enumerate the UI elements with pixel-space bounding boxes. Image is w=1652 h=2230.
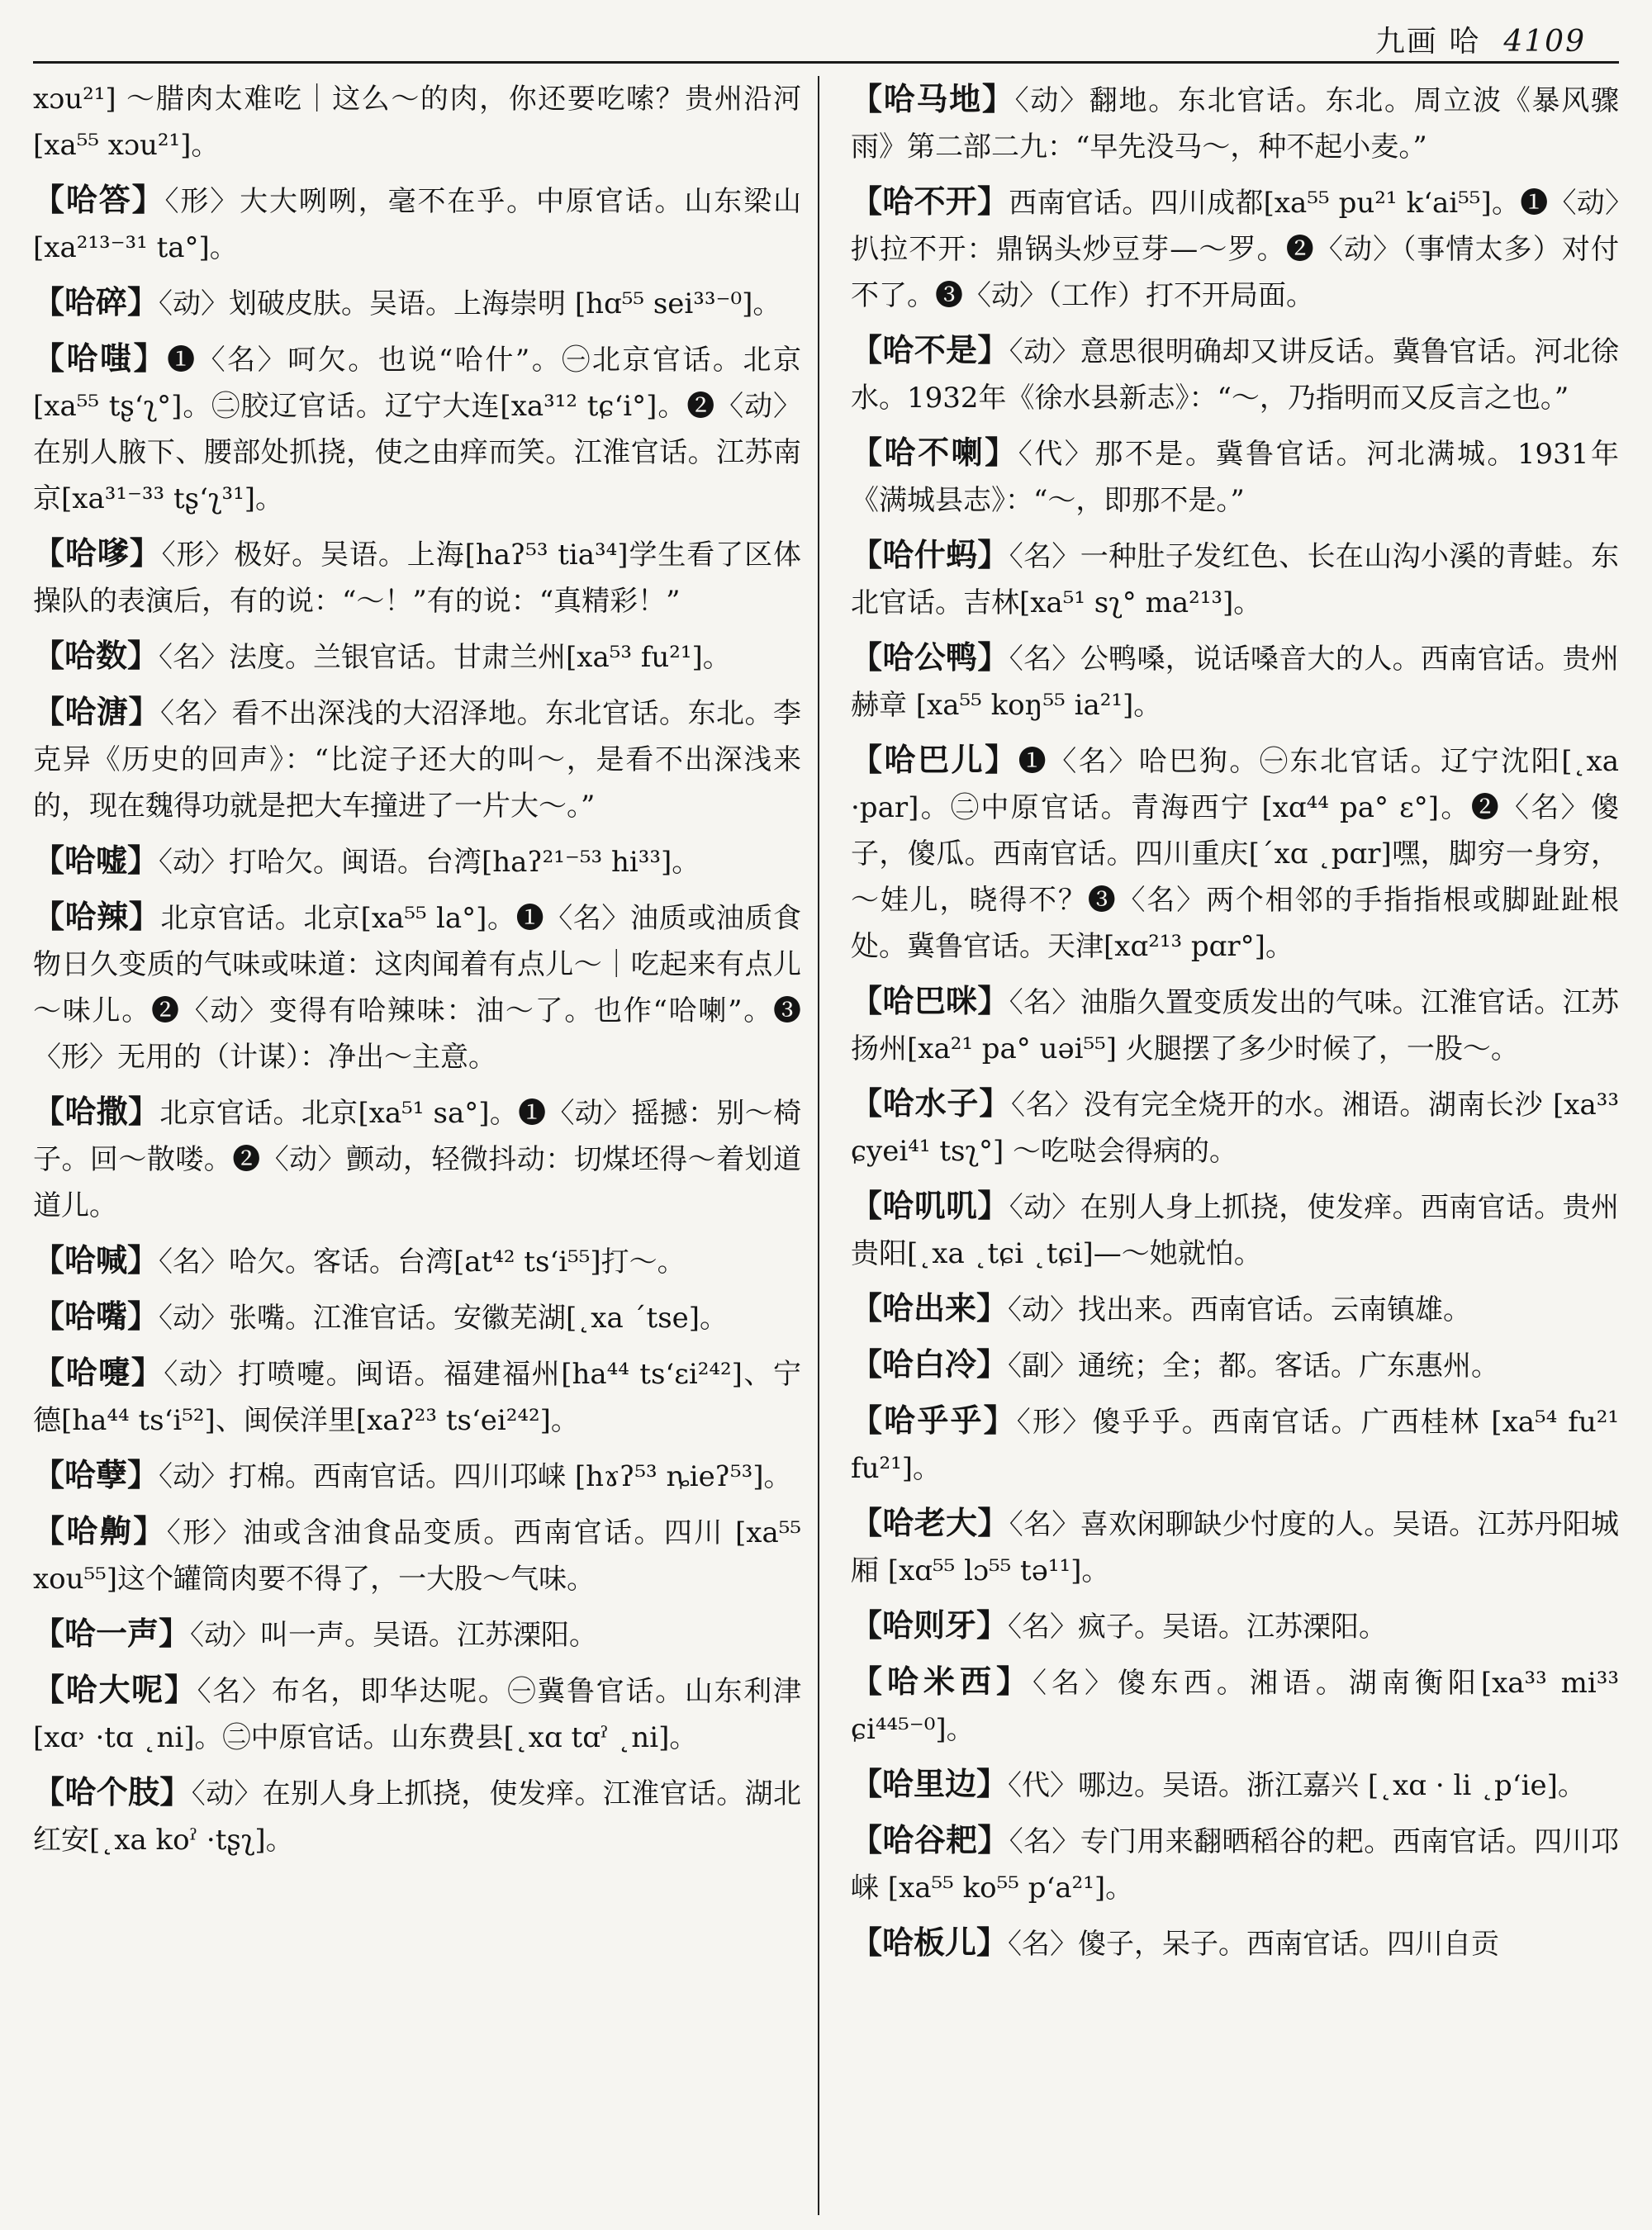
entry <box>33 1293 801 1341</box>
entry-headword: 【哈溏】 <box>33 694 160 730</box>
entry-body: 〈动〉打喷嚏。闽语。福建福州[ha⁴⁴ tsʻɛi²⁴²]、宁德[ha⁴⁴ tsʻi⁵²]、闽侯洋里[xaʔ²³ tsʻei²⁴²]。 <box>33 1358 801 1437</box>
entry-body: 〈动〉找出来。西南官话。云南镇雄。 <box>1008 1293 1472 1326</box>
entry-headword: 【哈喊】 <box>33 1242 159 1279</box>
entry <box>33 1667 801 1761</box>
entry-body: ❶〈名〉呵欠。也说“哈什”。㊀北京官话。北京[xa⁵⁵ tʂʻʅ°]。㊁胶辽官话。辽宁大连[xa³¹² tɕʻi°]。❷〈动〉在别人腋下、腰部处抓挠，使之由痒而笑。江淮官话。江苏南京[xa³¹⁻³³ tʂʻʅ³¹]。 <box>33 344 801 515</box>
entry <box>851 1658 1619 1753</box>
entry-headword: 【哈米西】 <box>851 1663 1032 1700</box>
page-header <box>33 12 1619 64</box>
entry-headword: 【哈碎】 <box>33 284 159 320</box>
entry <box>851 1341 1619 1389</box>
entry-headword: 【哈孽】 <box>33 1457 159 1493</box>
entry-body: 〈名〉专门用来翻晒稻谷的耙。西南官话。四川邛崃 [xa⁵⁵ ko⁵⁵ pʻa²¹]。 <box>851 1825 1619 1905</box>
entry-body: 〈名〉油脂久置变质发出的气味。江淮官话。江苏扬州[xa²¹ pa° uəi⁵⁵] 火腿摆了多少时候了，一股～。 <box>851 986 1619 1065</box>
left-column <box>33 76 801 2215</box>
entry <box>851 178 1619 319</box>
entry <box>851 737 1619 970</box>
entry-body: 〈名〉看不出深浅的大沼泽地。东北官话。东北。李克异《历史的回声》：“比淀子还大的叫～，是看不出深浅来的，现在魏得功就是把大车撞进了一片大～。” <box>33 697 801 823</box>
entry <box>851 1919 1619 1967</box>
entry <box>33 1611 801 1658</box>
entry-body: 〈动〉划破皮肤。吴语。上海崇明 [hɑ⁵⁵ sei³³⁻⁰]。 <box>159 287 781 320</box>
entry-body: 北京官话。北京[xa⁵⁵ la°]。❶〈名〉油质或油质食物日久变质的气味或味道：这肉闻着有点儿～｜吃起来有点儿～味儿。❷〈动〉变得有哈辣味：油～了。也作“哈喇”。❸〈形〉无用的（计谋）：净出～主意。 <box>33 902 801 1074</box>
entry <box>851 1285 1619 1333</box>
entry <box>851 327 1619 421</box>
entry-headword: 【哈谷耙】 <box>851 1822 1009 1858</box>
entry <box>33 279 801 327</box>
entry <box>33 689 801 829</box>
entry-headword: 【哈大呢】 <box>33 1672 197 1708</box>
entry-headword: 【哈巴儿】 <box>851 742 1018 778</box>
entry-body: 〈名〉布名，即华达呢。㊀冀鲁官话。山东利津[xɑ˒ ·tɑ ˛ni]。㊁中原官话。山东费县[˛xɑ tɑˀ ˛ni]。 <box>33 1675 801 1754</box>
entry-headword: 【哈不喇】 <box>851 434 1018 471</box>
entry-headword: 【哈嘴】 <box>33 1298 159 1335</box>
entry <box>851 978 1619 1072</box>
entry-headword: 【哈公鸭】 <box>851 639 1009 676</box>
entry <box>33 1452 801 1500</box>
entry-headword: 【哈数】 <box>33 638 159 674</box>
entry-headword: 【哈老大】 <box>851 1505 1009 1541</box>
right-column <box>851 76 1619 2215</box>
entry <box>33 1237 801 1285</box>
entry <box>33 633 801 681</box>
entry-headword: 【哈不是】 <box>851 332 1009 368</box>
entry-body: 〈代〉哪边。吴语。浙江嘉兴 [˛xɑ · li ˛pʻie]。 <box>1008 1769 1586 1802</box>
entry-body: 〈动〉翻地。东北官话。东北。周立波《暴风骤雨》第二部二九：“早先没马～，种不起小麦。” <box>851 84 1619 164</box>
entry-headword: 【哈齁】 <box>33 1513 167 1549</box>
entry-headword: 【哈马地】 <box>851 81 1015 117</box>
entry-headword: 【哈一声】 <box>33 1616 191 1652</box>
entry-continuation <box>33 76 801 168</box>
entry-body: 〈形〉极好。吴语。上海[haʔ⁵³ tia³⁴]学生看了区体操队的表演后，有的说：“～！”有的说：“真精彩！” <box>33 539 801 618</box>
entry-headword: 【哈板儿】 <box>851 1924 1009 1961</box>
entry <box>33 1769 801 1863</box>
entry <box>33 1089 801 1229</box>
entry <box>33 335 801 522</box>
entry <box>851 1500 1619 1594</box>
entry <box>33 894 801 1080</box>
entry-headword: 【哈撒】 <box>33 1094 160 1130</box>
entry-body: 〈代〉那不是。冀鲁官话。河北满城。1931年《满城县志》：“～，即那不是。” <box>851 438 1619 517</box>
entry <box>851 1397 1619 1492</box>
section-title: 九画 哈 <box>1374 25 1481 59</box>
entry-headword: 【哈什蚂】 <box>851 537 1009 573</box>
entry-body: 〈名〉没有完全烧开的水。湘语。湖南长沙 [xa³³ ɕyei⁴¹ tsʅ°] ～吃哒会得病的。 <box>851 1089 1619 1168</box>
entry-body: 〈名〉傻东西。湘语。湖南衡阳[xa³³ mi³³ ɕi⁴⁴⁵⁻⁰]。 <box>851 1667 1619 1746</box>
entry-body: 〈形〉傻乎乎。西南官话。广西桂林 [xa⁵⁴ fu²¹ fu²¹]。 <box>851 1406 1619 1485</box>
entry-body: 〈形〉大大咧咧，毫不在乎。中原官话。山东梁山 [xa²¹³⁻³¹ ta°]。 <box>33 185 801 264</box>
entry-body: 〈名〉法度。兰银官话。甘肃兰州[xa⁵³ fu²¹]。 <box>159 641 731 674</box>
entry-headword: 【哈个肢】 <box>33 1774 192 1810</box>
entry-headword: 【哈嚏】 <box>33 1355 164 1391</box>
entry-headword: 【哈则牙】 <box>851 1607 1009 1644</box>
entry-body: 〈名〉公鸭嗓，说话嗓音大的人。西南官话。贵州赫章 [xa⁵⁵ koŋ⁵⁵ ia²¹]。 <box>851 643 1619 722</box>
entry-body: 〈名〉疯子。吴语。江苏溧阳。 <box>1008 1611 1388 1644</box>
entry-headword: 【哈不开】 <box>851 183 1009 220</box>
entry-body: 〈动〉在别人身上抓挠，使发痒。西南官话。贵州贵阳[˛xa ˛tɕi ˛tɕi]—～她就怕。 <box>851 1191 1619 1270</box>
entry-body: 〈动〉张嘴。江淮官话。安徽芜湖[˛xa ˊtse]。 <box>159 1302 729 1335</box>
entry-body: 〈动〉意思很明确却又讲反话。冀鲁官话。河北徐水。1932年《徐水县新志》：“～，乃指明而又反言之也。” <box>851 335 1619 415</box>
entry <box>851 76 1619 170</box>
entry <box>851 429 1619 524</box>
entry <box>33 1350 801 1444</box>
entry <box>33 177 801 271</box>
entry-headword: 【哈乎乎】 <box>851 1402 1017 1439</box>
entry-headword: 【哈叽叽】 <box>851 1188 1009 1224</box>
entry-body: xɔu²¹] ～腊肉太难吃｜这么～的肉，你还要吃嗦？贵州沿河 [xa⁵⁵ xɔu²¹]。 <box>33 83 801 162</box>
entry-body: ❶〈名〉哈巴狗。㊀东北官话。辽宁沈阳[˛xa ·par]。㊁中原官话。青海西宁 [xɑ⁴⁴ pa° ɛ°]。❷〈名〉傻子，傻瓜。西南官话。四川重庆[ˊxɑ ˛pɑr]嘿，脚穷一身穷，～娃儿，晓得不？❸〈名〉两个相邻的手指指根或脚趾趾根处。冀鲁官话。天津[xɑ²¹³ pɑr°]。 <box>851 745 1619 963</box>
entry-body: 〈动〉打哈欠。闽语。台湾[haʔ²¹⁻⁵³ hi³³]。 <box>159 846 700 879</box>
entry-body: 〈名〉喜欢闲聊缺少忖度的人。吴语。江苏丹阳城厢 [xɑ⁵⁵ lɔ⁵⁵ tə¹¹]。 <box>851 1508 1619 1587</box>
entry <box>851 1602 1619 1650</box>
entry-headword: 【哈嗤】 <box>33 340 168 377</box>
entry <box>851 1761 1619 1809</box>
entry-headword: 【哈出来】 <box>851 1290 1009 1326</box>
entry <box>851 1817 1619 1911</box>
entry <box>33 837 801 885</box>
entry-body: 北京官话。北京[xa⁵¹ sa°]。❶〈动〉摇撼：别～椅子。回～散喽。❷〈动〉颤动，轻微抖动：切煤坯得～着划道道儿。 <box>33 1097 801 1222</box>
entry-body: 〈形〉油或含油食品变质。西南官话。四川 [xa⁵⁵ xou⁵⁵]这个罐筒肉要不得了，一大股～气味。 <box>33 1516 801 1596</box>
entry <box>33 530 801 624</box>
entry-headword: 【哈答】 <box>33 182 165 218</box>
entry <box>851 1183 1619 1277</box>
entry-headword: 【哈里边】 <box>851 1766 1009 1802</box>
entry-headword: 【哈白冷】 <box>851 1346 1009 1383</box>
page-number: 4109 <box>1503 25 1586 59</box>
entry-body: 〈动〉在别人身上抓挠，使发痒。江淮官话。湖北红安[˛xa koˀ ·tʂʅ]。 <box>33 1777 801 1857</box>
entry-body: 西南官话。四川成都[xa⁵⁵ pu²¹ kʻai⁵⁵]。❶〈动〉扒拉不开：鼎锅头炒豆芽—～罗。❷〈动〉（事情太多）对付不了。❸〈动〉（工作）打不开局面。 <box>851 187 1619 312</box>
entry-headword: 【哈嗲】 <box>33 535 162 572</box>
entry-body: 〈名〉一种肚子发红色、长在山沟小溪的青蛙。东北官话。吉林[xa⁵¹ sʅ° ma²¹³]。 <box>851 540 1619 619</box>
entry-headword: 【哈辣】 <box>33 899 161 935</box>
running-head <box>1375 18 1586 60</box>
entry-body: 〈动〉叫一声。吴语。江苏溧阳。 <box>190 1619 598 1652</box>
column-divider <box>818 76 819 2215</box>
entry-headword: 【哈巴咪】 <box>851 983 1009 1019</box>
entry <box>33 1508 801 1602</box>
entry-body: 〈动〉打棉。西南官话。四川邛崃 [hɤʔ⁵³ ȵieʔ⁵³]。 <box>159 1460 792 1493</box>
entry <box>851 1080 1619 1174</box>
entry-body: 〈副〉通统；全；都。客话。广东惠州。 <box>1008 1350 1500 1383</box>
entry-body: 〈名〉傻子，呆子。西南官话。四川自贡 <box>1008 1928 1500 1961</box>
entry <box>851 634 1619 728</box>
entry <box>851 532 1619 626</box>
entry-headword: 【哈嘘】 <box>33 842 159 879</box>
entry-body: 〈名〉哈欠。客话。台湾[at⁴² tsʻi⁵⁵]打～。 <box>159 1245 686 1279</box>
entry-headword: 【哈水子】 <box>851 1085 1012 1122</box>
